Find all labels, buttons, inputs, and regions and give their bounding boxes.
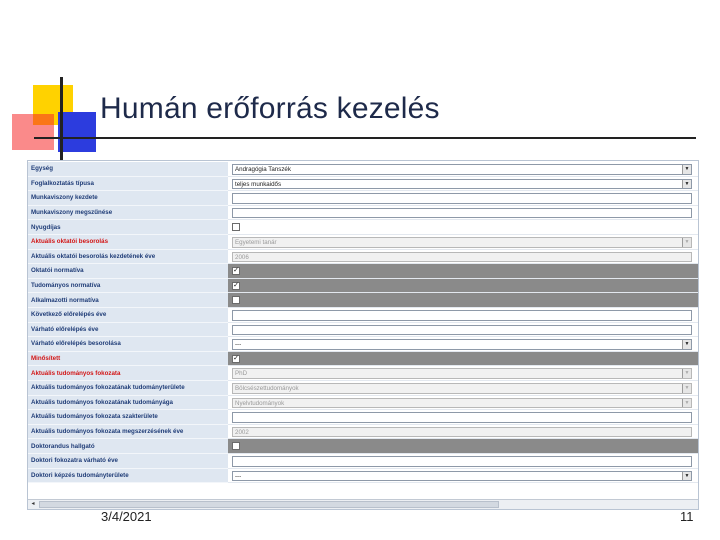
form-row-value-cell bbox=[228, 425, 698, 440]
form-row-value-cell bbox=[228, 323, 698, 338]
form-checkbox[interactable] bbox=[232, 296, 240, 304]
form-text-input[interactable] bbox=[232, 456, 692, 467]
form-row-label: Aktuális tudományos fokozata megszerzésének éve bbox=[28, 425, 228, 440]
form-row-label: Tudományos normatíva bbox=[28, 279, 228, 294]
form-row-label: Egység bbox=[28, 162, 228, 177]
form-row-value-cell bbox=[228, 366, 698, 381]
form-row-value-cell bbox=[228, 177, 698, 192]
form-row-value-cell bbox=[228, 454, 698, 469]
form-row-value-cell bbox=[228, 337, 698, 352]
form-row-value-cell bbox=[228, 250, 698, 265]
form-text-input[interactable] bbox=[232, 252, 692, 263]
form-row-value-cell bbox=[228, 308, 698, 323]
scroll-left-icon[interactable]: ◂ bbox=[31, 501, 35, 507]
chevron-down-icon[interactable]: ▼ bbox=[682, 472, 691, 481]
form-row-label: Oktatói normatíva bbox=[28, 264, 228, 279]
field-value: 2002 bbox=[235, 428, 249, 436]
checkmark-icon: ✓ bbox=[233, 267, 239, 275]
form-row bbox=[28, 264, 698, 279]
form-row-value-cell bbox=[228, 191, 698, 206]
form-text-input[interactable] bbox=[232, 193, 692, 204]
form-row-label: Alkalmazotti normatíva bbox=[28, 293, 228, 308]
form-row-value-cell bbox=[228, 220, 698, 235]
field-value: --- bbox=[235, 341, 242, 349]
form-row-label: Várható előrelépés besorolása bbox=[28, 337, 228, 352]
form-row-value-cell bbox=[228, 264, 698, 279]
chevron-down-icon[interactable]: ▼ bbox=[682, 384, 691, 393]
form-row-label: Aktuális tudományos fokozatának tudományága bbox=[28, 396, 228, 411]
form-select[interactable] bbox=[232, 398, 692, 409]
form-row-value-cell bbox=[228, 206, 698, 221]
form-select[interactable] bbox=[232, 164, 692, 175]
form-select[interactable] bbox=[232, 368, 692, 379]
form-text-input[interactable] bbox=[232, 427, 692, 438]
form-row bbox=[28, 337, 698, 352]
footer-date: 3/4/2021 bbox=[101, 509, 152, 524]
form-checkbox[interactable] bbox=[232, 282, 240, 290]
form-row-label: Aktuális tudományos fokozatának tudományterülete bbox=[28, 381, 228, 396]
form-row bbox=[28, 308, 698, 323]
form-row-label: Doktorandus hallgató bbox=[28, 439, 228, 454]
form-row-value-cell bbox=[228, 352, 698, 367]
field-value: --- bbox=[235, 472, 242, 480]
form-text-input[interactable] bbox=[232, 208, 692, 219]
form-text-input[interactable] bbox=[232, 325, 692, 336]
field-value: Bölcsészettudományok bbox=[235, 385, 299, 392]
form-rows bbox=[28, 161, 698, 501]
title-underline bbox=[34, 137, 696, 139]
form-row bbox=[28, 250, 698, 265]
form-select[interactable] bbox=[232, 179, 692, 190]
form-row-value-cell bbox=[228, 469, 698, 484]
form-row-label: Nyugdíjas bbox=[28, 220, 228, 235]
form-row bbox=[28, 162, 698, 177]
form-row bbox=[28, 425, 698, 440]
form-row bbox=[28, 410, 698, 425]
field-value: Egyetemi tanár bbox=[235, 239, 277, 246]
form-row bbox=[28, 220, 698, 235]
form-row-label: Doktori fokozatra várható éve bbox=[28, 454, 228, 469]
form-row-value-cell bbox=[228, 162, 698, 177]
form-select[interactable] bbox=[232, 383, 692, 394]
scrollbar-thumb[interactable] bbox=[39, 501, 499, 508]
form-text-input[interactable] bbox=[232, 310, 692, 321]
form-row-label: Aktuális tudományos fokozata bbox=[28, 366, 228, 381]
form-checkbox[interactable] bbox=[232, 223, 240, 231]
form-row bbox=[28, 177, 698, 192]
chevron-down-icon[interactable]: ▼ bbox=[682, 165, 691, 174]
form-row bbox=[28, 279, 698, 294]
red-square-decoration bbox=[12, 114, 54, 150]
form-select[interactable] bbox=[232, 339, 692, 350]
form-row bbox=[28, 396, 698, 411]
form-checkbox[interactable] bbox=[232, 267, 240, 275]
form-checkbox[interactable] bbox=[232, 355, 240, 363]
form-row bbox=[28, 323, 698, 338]
field-value: 2006 bbox=[235, 253, 249, 261]
form-checkbox[interactable] bbox=[232, 442, 240, 450]
form-row bbox=[28, 191, 698, 206]
form-row-label: Következő előrelépés éve bbox=[28, 308, 228, 323]
field-value: PhD bbox=[235, 370, 248, 378]
form-row-value-cell bbox=[228, 279, 698, 294]
form-row-value-cell bbox=[228, 439, 698, 454]
checkmark-icon: ✓ bbox=[233, 281, 239, 289]
form-row-label: Foglalkoztatás típusa bbox=[28, 177, 228, 192]
form-row bbox=[28, 352, 698, 367]
form-text-input[interactable] bbox=[232, 412, 692, 423]
field-value: Nyelvtudományok bbox=[235, 399, 285, 407]
form-row bbox=[28, 293, 698, 308]
form-row-label: Várható előrelépés éve bbox=[28, 323, 228, 338]
chevron-down-icon[interactable]: ▼ bbox=[682, 180, 691, 189]
chevron-down-icon[interactable]: ▼ bbox=[682, 399, 691, 408]
form-row-label: Doktori képzés tudományterülete bbox=[28, 469, 228, 484]
form-row-value-cell bbox=[228, 293, 698, 308]
chevron-down-icon[interactable]: ▼ bbox=[682, 238, 691, 247]
checkmark-icon: ✓ bbox=[233, 354, 239, 362]
form-row-label: Munkaviszony megszűnése bbox=[28, 206, 228, 221]
slide-title: Humán erőforrás kezelés bbox=[100, 92, 440, 125]
form-row bbox=[28, 381, 698, 396]
form-row-value-cell bbox=[228, 410, 698, 425]
page-number: 11 bbox=[680, 509, 694, 524]
form-row-label: Aktuális tudományos fokozata szakterülete bbox=[28, 410, 228, 425]
chevron-down-icon[interactable]: ▼ bbox=[682, 369, 691, 378]
form-row bbox=[28, 469, 698, 484]
form-row bbox=[28, 235, 698, 250]
form-row-label: Munkaviszony kezdete bbox=[28, 191, 228, 206]
title-decoration bbox=[0, 0, 110, 170]
field-value: teljes munkaidős bbox=[235, 180, 282, 188]
form-row bbox=[28, 454, 698, 469]
form-row-label: Minősített bbox=[28, 352, 228, 367]
blue-square-decoration bbox=[58, 112, 96, 152]
form-row-label: Aktuális oktatói besorolás bbox=[28, 235, 228, 250]
form-select[interactable] bbox=[232, 237, 692, 248]
form-screenshot bbox=[27, 160, 699, 510]
chevron-down-icon[interactable]: ▼ bbox=[682, 340, 691, 349]
form-row-label: Aktuális oktatói besorolás kezdetének éve bbox=[28, 250, 228, 265]
form-row-value-cell bbox=[228, 396, 698, 411]
vertical-line-decoration bbox=[60, 77, 63, 160]
form-row-value-cell bbox=[228, 381, 698, 396]
field-value: Andragógia Tanszék bbox=[235, 166, 291, 173]
form-row bbox=[28, 206, 698, 221]
form-select[interactable] bbox=[232, 471, 692, 482]
horizontal-scrollbar[interactable] bbox=[28, 499, 699, 509]
form-row-value-cell bbox=[228, 235, 698, 250]
form-row bbox=[28, 366, 698, 381]
form-row bbox=[28, 439, 698, 454]
